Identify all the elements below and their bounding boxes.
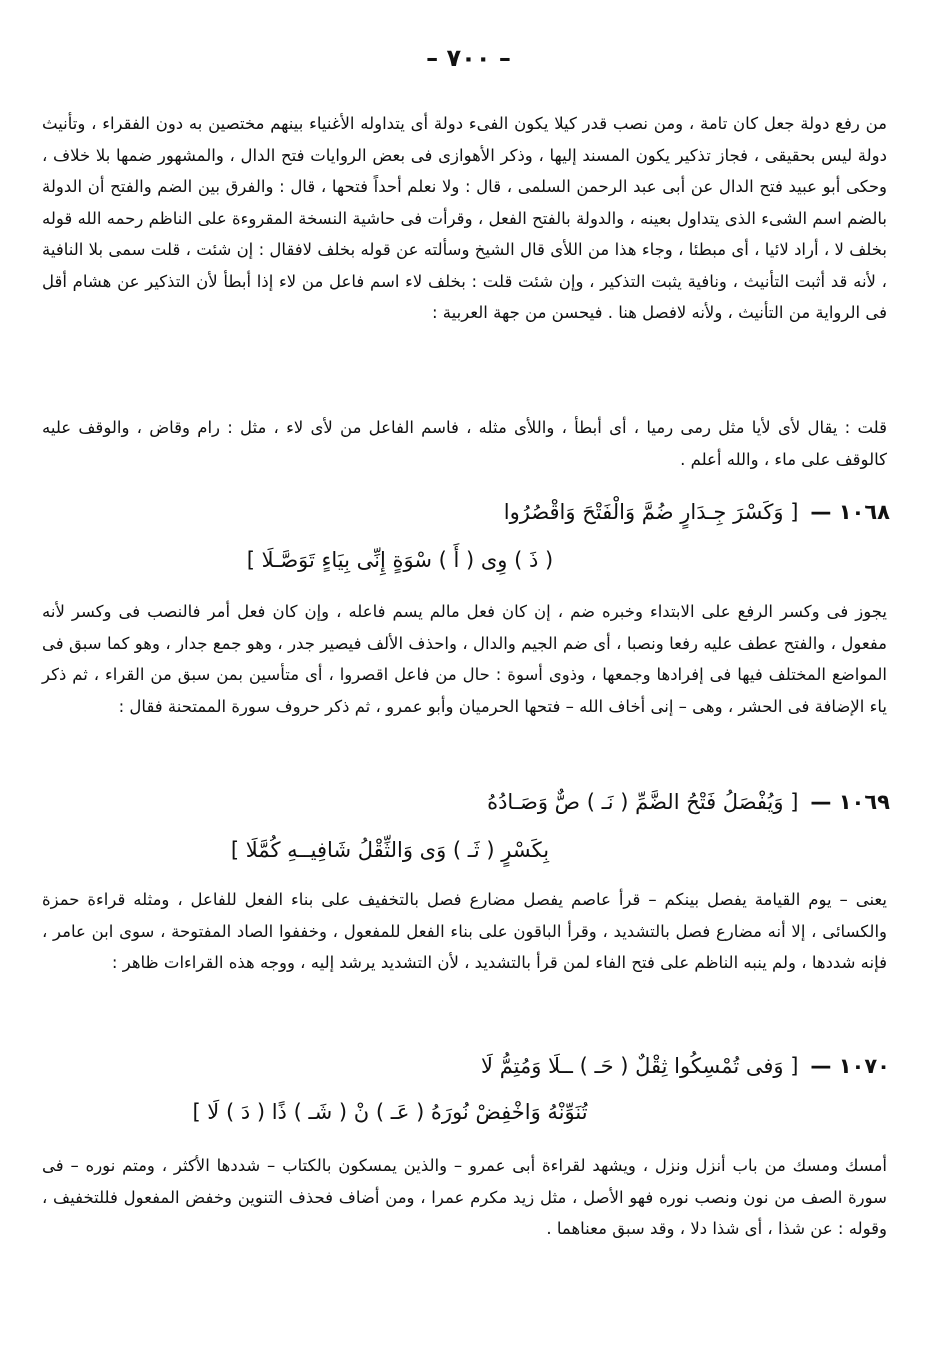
verse-text: [ وَيُفْصَلُ فَتْحُ الضَّمِّ ( نَـ ) صٌّ وَصَـادُهُ [487,790,799,814]
verse-1068-line-2: ( ذَ ) وِى ( أَ ) سْوَةٍ إِنِّى بِيَاءٍ تَوَصَّـلَا ] [246,548,554,572]
commentary-paragraph-2 [42,412,887,475]
commentary-paragraph-4 [42,884,887,979]
verse-text: [ وَكَسْرَ جِـدَارٍ ضُمَّ وَالْفَتْحَ وَاقْصُرُوا [503,500,799,524]
verse-number: ١٠٧٠ — [810,1054,890,1078]
commentary-paragraph-1 [42,108,887,329]
verse-1069-line-2: بِكَسْرٍ ( ثَـ ) وَى وَالثِّقْلُ شَافِيــهِ كُمَّلَا ] [230,838,550,862]
commentary-paragraph-3 [42,596,887,722]
verse-1069-line-1 [100,790,890,814]
verse-1070-line-1 [100,1054,890,1078]
page-number: – ٧٠٠ – [426,44,511,72]
verse-number: ١٠٦٩ — [810,790,890,814]
verse-number: ١٠٦٨ — [810,500,890,524]
paragraph-text: قلت : يقال لأى لأيا مثل رمى رميا ، أى أبطأ ، واللأى مثله ، فاسم الفاعل من لأى لاء ، مثل : رام وقاض ، والوقف عليه كالوقف على ماء ، والله أعلم . [42,418,887,469]
verse-1068-line-1 [100,500,890,524]
verse-text: [ وَفى تُمْسِكُوا ثِقْلٌ ( حَـ ) ــلَا وَمُتِمُّ لَا [481,1054,799,1078]
paragraph-text: أمسك ومسك من باب أنزل ونزل ، ويشهد لقراءة أبى عمرو – والذين يمسكون بالكتاب – شددها الأكثر ، ومتم نوره – فى سورة الصف من نون ونصب نوره فهو الأصل ، مثل زيد مكرم عمرا ، ومن أضاف فحذف التنوين وخفض المفعول فللتخفيف ، وقوله : عن شذا ، أى شذا دلا ، وقد سبق معناهما . [42,1156,887,1238]
verse-1070-line-2: تُنَوِّنْهُ وَاخْفِضْ نُورَهُ ( عَـ ) نْ ( شَـ ) ذًا ( دَ ) لَا ] [192,1100,588,1124]
paragraph-text: يعنى – يوم القيامة يفصل بينكم – قرأ عاصم يفصل مضارع فصل بالتخفيف على بناء الفعل للفاعل ، ومثله قراءة حمزة والكسائى ، إلا أنه مضارع فصل بالتشديد ، وقرأ الباقون على بناء الفعل للمفعول ، وخففوا الصاد المفتوحة ، سوى ابن عامر ، فإنه شددها ، ولم ينبه الناظم على فتح الفاء لمن قرأ بالتشديد ، لأن التشديد يرشد إليه ، ووجه هذه القراءات ظاهر : [42,890,887,972]
commentary-paragraph-5 [42,1150,887,1245]
paragraph-text: يجوز فى وكسر الرفع على الابتداء وخبره ضم ، إن كان فعل مالم يسم فاعله ، وإن كان فعل أمر فالنصب فى وكسر لأنه مفعول ، والفتح عطف عليه رفعا ونصبا ، أى ضم الجيم والدال ، واحذف الألف فيصير جدر ، وهو جمع جدار ، وهو كما سبق فى المواضع المختلف فيها فى إفرادها وجمعها ، وذوى أسوة : حال من فاعل اقصروا ، أى متأسين بمن سبق من القراء ، ثم ذكر ياء الإضافة فى الحشر ، وهى – إنى أخاف الله – فتحها الحرميان وأبو عمرو ، ثم ذكر حروف سورة الممتحنة فقال : [42,602,887,716]
paragraph-text: من رفع دولة جعل كان تامة ، ومن نصب قدر كيلا يكون الفىء دولة أى يتداوله الأغنياء بينهم مختصين به دون الفقراء ، وتأنيث دولة ليس بحقيقى ، فجاز تذكير يكون المسند إليها ، وذكر الأهوازى فى بعض الروايات فتح الدال ، والمشهور ضمها بلا خلاف ، وحكى أبو عبيد فتح الدال عن أبى عبد الرحمن السلمى ، قال : ولا نعلم أحداً فتحها ، قال : والفرق بين الضم والفتح أن الدولة بالضم اسم الشىء الذى يتداول بعينه ، والدولة بالفتح الفعل ، وقرأت فى حاشية النسخة المقروءة على الناظم رحمه الله قوله بخلف لا ، أراد لائيا ، أى مبطئا ، وجاء هذا من اللأى قال الشيخ وسألته عن قوله بخلف لافقال : إن شئت ، قلت سمى بلا النافية ، لأنه قد أثبت التأنيث ، ونافية يثبت التذكير ، وإن شئت قلت : بخلف لاء اسم فاعل من لاء إذا أبطأ لأن التذكير عن هشام أقل فى الرواية من التأنيث ، ولأنه لافصل هنا . فيحسن من جهة العربية : [42,114,887,322]
